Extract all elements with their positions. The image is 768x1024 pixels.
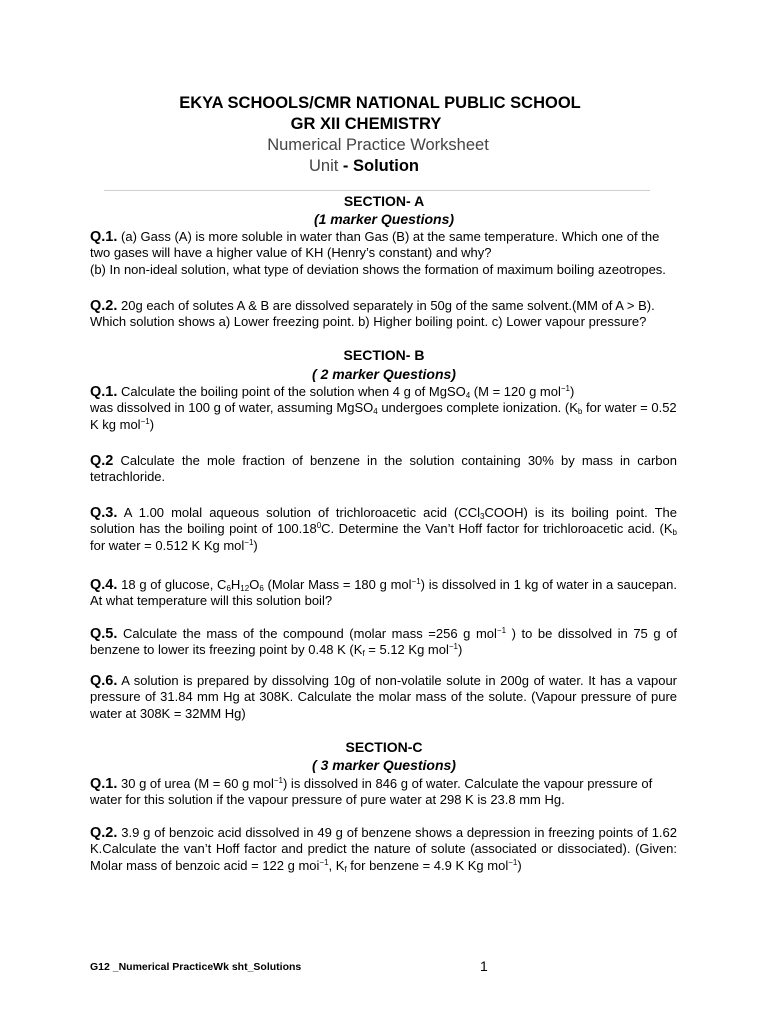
question-text: ) <box>149 416 155 432</box>
question-text: ) <box>458 642 463 658</box>
grade-subject: GR XII CHEMISTRY <box>290 115 442 133</box>
superscript: −1 <box>411 577 421 586</box>
subscript: 4 <box>373 407 378 417</box>
question-text: = 5.12 Kg mol <box>364 642 449 658</box>
question-number: Q.1. <box>90 384 118 400</box>
section-c-q2 <box>90 825 677 874</box>
question-text: undergoes complete ionization. (K <box>377 400 578 416</box>
question-text: C. Determine the Van’t Hoff factor for trichloroacetic acid. (K <box>321 521 673 537</box>
question-text: , K <box>328 857 345 873</box>
section-b-q1 <box>90 384 677 433</box>
subscript: b <box>577 407 583 417</box>
question-number: Q.5. <box>90 626 118 642</box>
worksheet-title: Numerical Practice Worksheet <box>267 136 489 154</box>
question-text: for water = 0.512 K Kg mol <box>90 537 245 553</box>
question-text: 20g each of solutes A & B are dissolved separately in 50g of the same solvent.(MM of A > B). Which solution shows a) Lower freezing point. b) Higher boiling point. c) Lower vapour pressure? <box>90 298 655 330</box>
superscript: −1 <box>560 384 570 393</box>
question-number: Q.2. <box>90 825 118 841</box>
subscript: 3 <box>480 512 485 521</box>
section-b-title: SECTION- B <box>343 347 425 363</box>
question-text: ) to be dissolved in 75 g of benzene to lower its freezing point by 0.48 K (K <box>90 626 677 658</box>
question-text: 3.9 g of benzoic acid dissolved in 49 g of benzene shows a depression in freezing points of 1.62 K.Calculate the van’t Hoff factor and predict the nature of solute (associated or dissociated). (Given: Molar mass of benzoic acid = 122 g moi <box>90 825 677 873</box>
subscript: 4 <box>465 391 471 400</box>
section-b-q6 <box>90 673 677 722</box>
question-text: (a) Gass (A) is more soluble in water than Gas (B) at the same temperature. Which one of the two gases will have a higher value of KH (Henry’s constant) and why? <box>90 229 660 261</box>
superscript: −1 <box>273 776 283 785</box>
subscript: b <box>672 528 677 538</box>
superscript: −1 <box>496 626 507 635</box>
section-c-q1 <box>90 776 677 809</box>
question-text: COOH) is its boiling point. The solution has the boiling point of 100.18 <box>90 505 677 537</box>
section-b-q4 <box>90 577 677 610</box>
superscript: −1 <box>508 857 518 867</box>
question-text: for water = 0.52 K kg mol <box>90 400 677 432</box>
question-number: Q.2 <box>90 453 114 469</box>
question-number: Q.4. <box>90 577 118 593</box>
school-name: EKYA SCHOOLS/CMR NATIONAL PUBLIC SCHOOL <box>179 94 581 112</box>
section-a-subtitle: (1 marker Questions) <box>313 211 455 227</box>
section-c-subtitle: ( 3 marker Questions) <box>312 757 456 773</box>
question-text: ) <box>570 384 575 399</box>
superscript: −1 <box>319 857 329 867</box>
question-text: (M = 120 g mol <box>470 384 561 399</box>
question-text: ) <box>517 857 522 873</box>
question-text: 30 g of urea (M = 60 g mol <box>117 776 274 791</box>
question-text: Calculate the mass of the compound (molar mass =256 g mol <box>117 626 497 641</box>
question-text: ) <box>253 537 258 553</box>
question-text: 18 g of glucose, C <box>117 577 227 592</box>
question-number: Q.1. <box>90 229 118 245</box>
section-b-subtitle: ( 2 marker Questions) <box>312 366 456 382</box>
question-text: was dissolved in 100 g of water, assuming MgSO <box>90 400 374 416</box>
section-b-q2 <box>90 453 677 486</box>
unit-title <box>0 157 744 176</box>
superscript: −1 <box>244 537 254 547</box>
section-c-title: SECTION-C <box>345 739 423 755</box>
page-number: 1 <box>480 958 488 974</box>
question-text: Calculate the mole fraction of benzene in the solution containing 30% by mass in carbon tetrachloride. <box>90 453 677 485</box>
question-text: ) is dissolved in 846 g of water. Calculate the vapour pressure of water for this solution if the vapour pressure of pure water at 298 K is 23.8 mm Hg. <box>90 776 653 808</box>
question-text-part-b: (b) In non-ideal solution, what type of deviation shows the formation of maximum boiling azeotropes. <box>90 261 666 277</box>
superscript: −1 <box>140 416 150 426</box>
question-text: A solution is prepared by dissolving 10g of non-volatile solute in 200g of water. It has a vapour pressure of 31.84 mm Hg at 308K. Calculate the molar mass of the solute. (Vapour pressure of pure water at 308K = 32MM Hg) <box>90 673 677 721</box>
section-b-q5 <box>90 626 677 659</box>
superscript: −1 <box>448 642 458 652</box>
unit-label: Unit <box>309 157 339 175</box>
section-a-q1 <box>90 229 677 278</box>
subscript: f <box>362 649 365 659</box>
header-divider <box>104 190 650 191</box>
question-number: Q.2. <box>90 298 118 314</box>
question-text: (Molar Mass = 180 g mol <box>263 577 412 592</box>
unit-separator: - <box>338 157 354 175</box>
subscript: f <box>344 864 347 874</box>
question-text: for benzene = 4.9 K Kg mol <box>346 857 509 873</box>
subscript: 6 <box>226 584 231 593</box>
question-text: O <box>249 577 260 592</box>
subscript: 6 <box>259 584 264 593</box>
subscript: 12 <box>240 584 250 593</box>
question-number: Q.1. <box>90 776 118 792</box>
question-text: H <box>230 577 241 592</box>
section-b-q3 <box>90 505 677 554</box>
unit-name: Solution <box>353 157 419 175</box>
question-text: Calculate the boiling point of the solution when 4 g of MgSO <box>117 384 466 399</box>
superscript: 0 <box>316 521 322 531</box>
question-number: Q.6. <box>90 673 118 689</box>
question-text: ) is dissolved in 1 kg of water in a saucepan. At what temperature will this solution boil? <box>90 577 677 609</box>
section-a-q2 <box>90 298 677 331</box>
section-a-title: SECTION- A <box>343 193 425 209</box>
question-text: A 1.00 molal aqueous solution of trichloroacetic acid (CCl <box>117 505 481 520</box>
question-number: Q.3. <box>90 505 118 521</box>
footer-document-name: G12 _Numerical PracticeWk sht_Solutions <box>90 961 302 973</box>
